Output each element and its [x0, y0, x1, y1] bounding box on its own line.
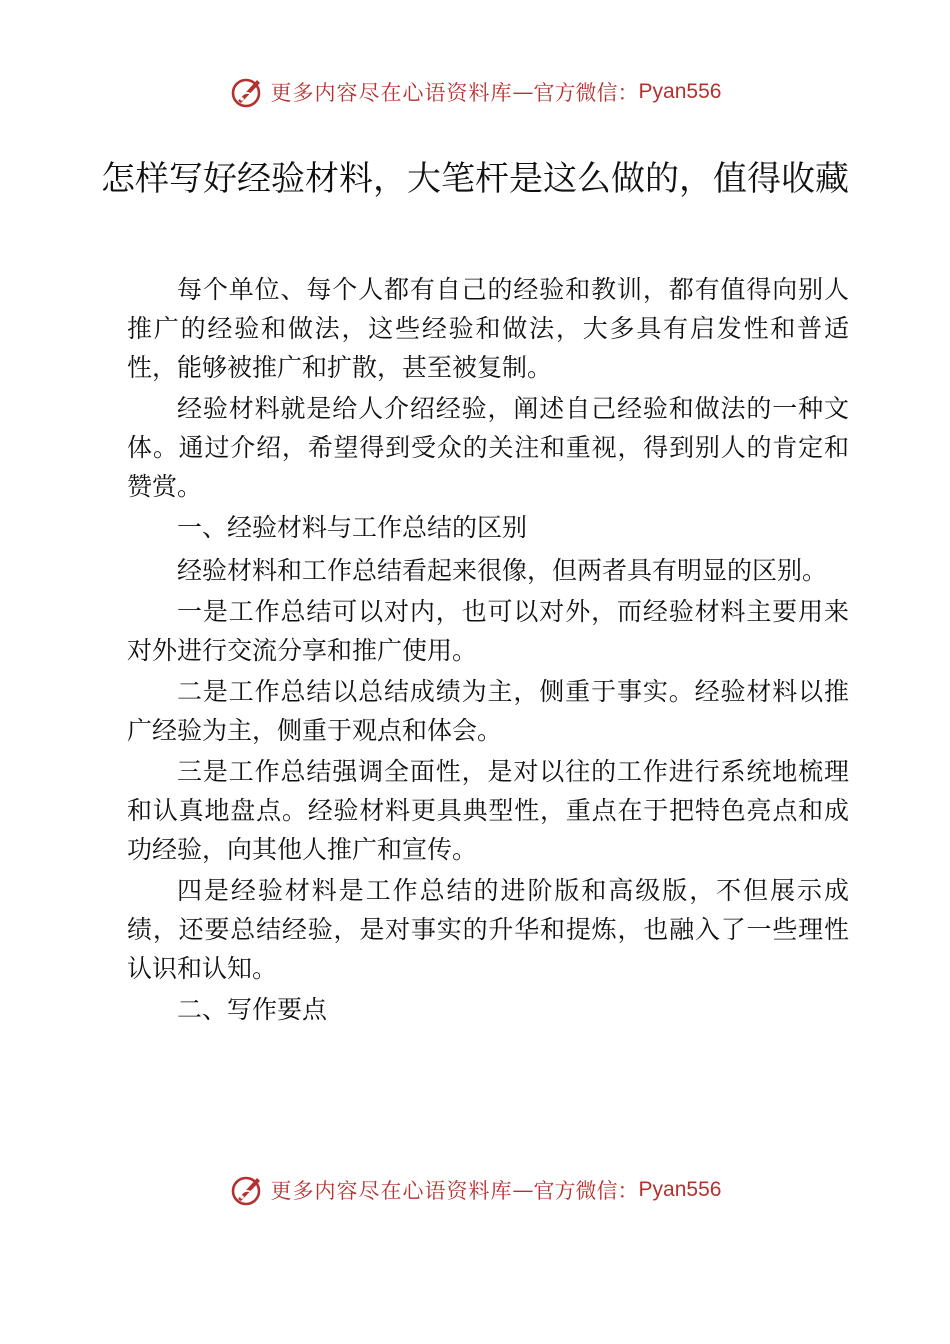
- paragraph: 每个单位、每个人都有自己的经验和教训，都有值得向别人推广的经验和做法，这些经验和做法，大多具有启发性和普适性，能够被推广和扩散，甚至被复制。: [127, 275, 849, 382]
- document-title: 怎样写好经验材料，大笔杆是这么做的，值得收藏: [101, 159, 849, 199]
- quill-pen-logo-icon: [229, 1172, 265, 1208]
- paragraph: 经验材料和工作总结看起来很像，但两者具有明显的区别。: [177, 556, 828, 585]
- banner-contact-id: Pyan556: [638, 80, 722, 103]
- banner-contact-label: 官方微信：: [533, 81, 639, 105]
- banner-separator: —: [512, 80, 534, 104]
- banner-contact-id: Pyan556: [638, 1178, 722, 1201]
- header-banner: [0, 72, 950, 112]
- paragraph: 经验材料就是给人介绍经验，阐述自己经验和做法的一种文体。通过介绍，希望得到受众的关注和重视，得到别人的肯定和赞赏。: [127, 394, 849, 501]
- banner-separator: —: [512, 1178, 534, 1202]
- paragraph: 一是工作总结可以对内，也可以对外，而经验材料主要用来对外进行交流分享和推广使用。: [127, 597, 849, 665]
- banner-contact-label: 官方微信：: [533, 1179, 639, 1203]
- quill-pen-logo-icon: [229, 74, 265, 110]
- document-body: [127, 270, 849, 1033]
- banner-text: 更多内容尽在心语资料库: [270, 1179, 513, 1203]
- section-heading: 二、写作要点: [177, 995, 328, 1024]
- paragraph: 二是工作总结以总结成绩为主，侧重于事实。经验材料以推广经验为主，侧重于观点和体会。: [127, 677, 849, 745]
- section-heading: 一、经验材料与工作总结的区别: [177, 513, 528, 542]
- paragraph: 四是经验材料是工作总结的进阶版和高级版，不但展示成绩，还要总结经验，是对事实的升华和提炼，也融入了一些理性认识和认知。: [127, 876, 849, 983]
- banner-text: 更多内容尽在心语资料库: [270, 81, 513, 105]
- paragraph: 三是工作总结强调全面性，是对以往的工作进行系统地梳理和认真地盘点。经验材料更具典型性，重点在于把特色亮点和成功经验，向其他人推广和宣传。: [127, 757, 849, 864]
- footer-banner: [0, 1170, 950, 1210]
